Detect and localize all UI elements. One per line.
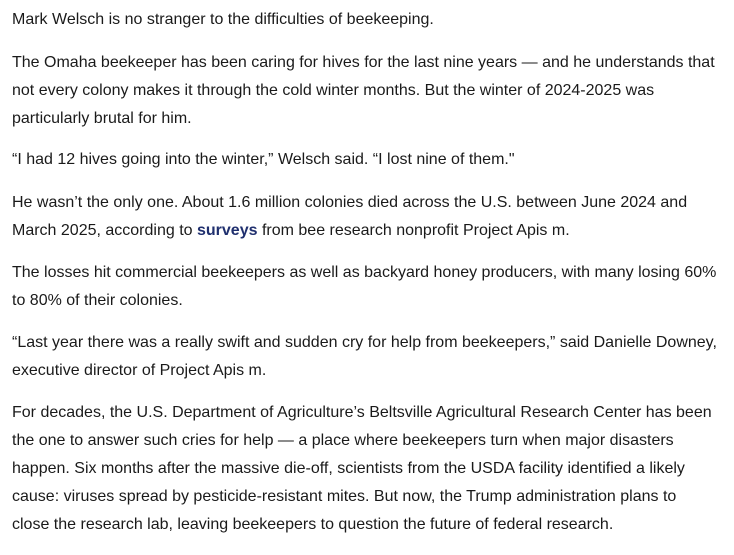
- paragraph-line: close the research lab, leaving beekeepers to question the future of federal research.: [12, 516, 614, 533]
- paragraph-line: cause: viruses spread by pesticide-resistant mites. But now, the Trump administration plans to: [12, 488, 677, 505]
- paragraph-text: “I had 12 hives going into the winter,” Welsch said. “I lost nine of them.": [12, 151, 515, 168]
- paragraph-line-with-link: [12, 217, 728, 245]
- paragraph-line: The Omaha beekeeper has been caring for hives for the last nine years — and he understands that: [12, 54, 715, 71]
- surveys-link[interactable]: surveys: [197, 222, 258, 239]
- paragraph-5: [12, 259, 728, 315]
- paragraph-line: “Last year there was a really swift and sudden cry for help from beekeepers,” said Danielle Downey,: [12, 334, 717, 351]
- paragraph-7: [12, 399, 728, 539]
- paragraph-text: Mark Welsch is no stranger to the difficulties of beekeeping.: [12, 11, 434, 28]
- paragraph-3-quote: [12, 146, 728, 174]
- paragraph-line: happen. Six months after the massive die-off, scientists from the USDA facility identified a likely: [12, 460, 685, 477]
- paragraph-6-quote: [12, 329, 728, 385]
- paragraph-line: He wasn’t the only one. About 1.6 million colonies died across the U.S. between June 2024 and: [12, 194, 688, 211]
- paragraph-line: executive director of Project Apis m.: [12, 362, 267, 379]
- paragraph-line: not every colony makes it through the cold winter months. But the winter of 2024-2025 was: [12, 82, 655, 99]
- text-before-link: March 2025, according to: [12, 222, 197, 239]
- paragraph-line: The losses hit commercial beekeepers as well as backyard honey producers, with many losing 60%: [12, 264, 717, 281]
- paragraph-2: [12, 49, 728, 133]
- paragraph-line: the one to answer such cries for help — a place where beekeepers turn when major disasters: [12, 432, 674, 449]
- paragraph-line: particularly brutal for him.: [12, 110, 192, 127]
- text-after-link: from bee research nonprofit Project Apis m.: [257, 222, 570, 239]
- paragraph-4: [12, 189, 728, 245]
- paragraph-1: [12, 6, 728, 34]
- paragraph-line: For decades, the U.S. Department of Agriculture’s Beltsville Agricultural Research Center has been: [12, 404, 712, 421]
- paragraph-line: to 80% of their colonies.: [12, 292, 183, 309]
